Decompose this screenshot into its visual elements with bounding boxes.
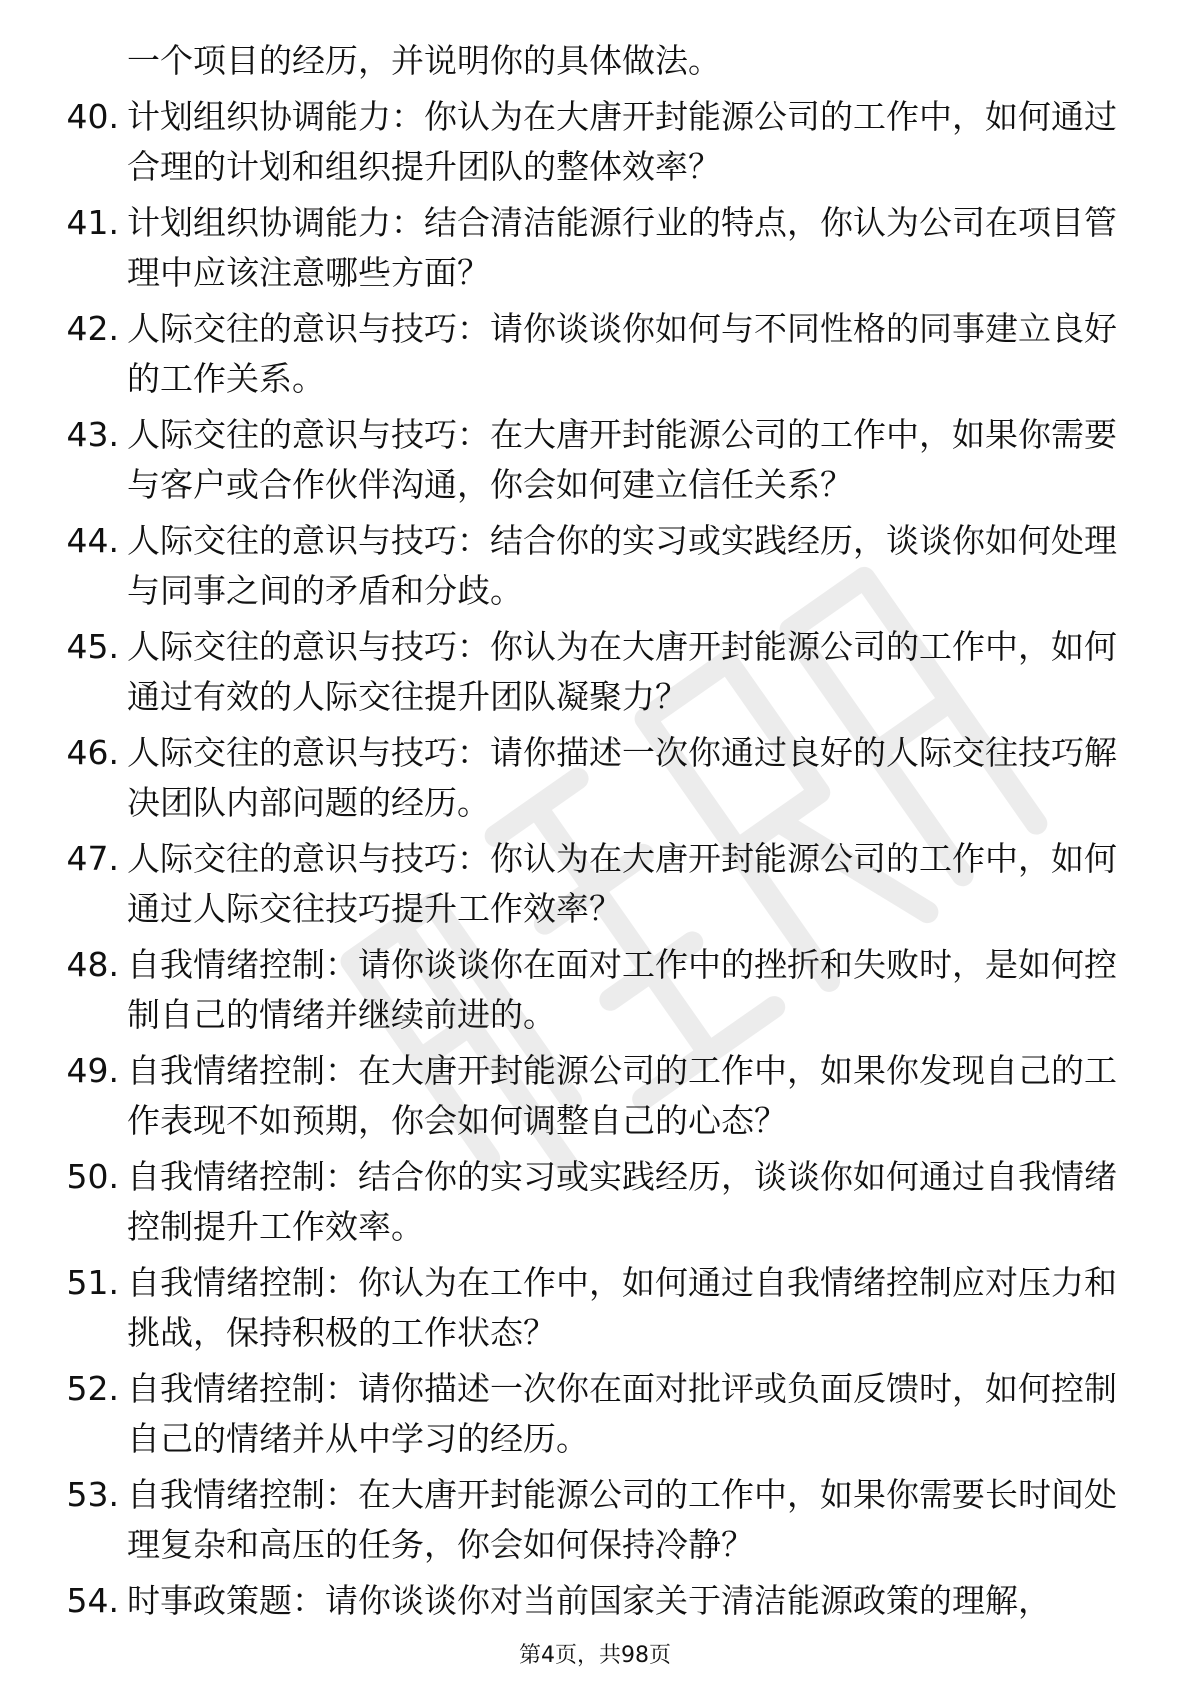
question-number: 41.: [66, 203, 119, 242]
question-number: 52.: [66, 1369, 119, 1408]
question-list: [0, 36, 1190, 1632]
question-text: 自我情绪控制：请你描述一次你在面对批评或负面反馈时，如何控制自己的情绪并从中学习的经历。: [127, 1369, 1117, 1458]
question-text: 人际交往的意识与技巧：结合你的实习或实践经历，谈谈你如何处理与同事之间的矛盾和分歧。: [127, 521, 1117, 610]
question-item: [0, 1152, 1190, 1252]
question-text: 自我情绪控制：在大唐开封能源公司的工作中，如果你发现自己的工作表现不如预期，你会如何调整自己的心态？: [127, 1051, 1117, 1140]
question-item: [0, 304, 1190, 404]
question-number: 48.: [66, 945, 119, 984]
question-item: [0, 516, 1190, 616]
question-item: [0, 834, 1190, 934]
question-number: 47.: [66, 839, 119, 878]
question-item: [0, 1470, 1190, 1570]
question-number: 43.: [66, 415, 119, 454]
question-text: 时事政策题：请你谈谈你对当前国家关于清洁能源政策的理解，: [127, 1581, 1051, 1620]
question-item: [0, 940, 1190, 1040]
question-item: [0, 728, 1190, 828]
question-item: [0, 622, 1190, 722]
question-text: 计划组织协调能力：你认为在大唐开封能源公司的工作中，如何通过合理的计划和组织提升团队的整体效率？: [127, 97, 1117, 186]
question-text: 自我情绪控制：结合你的实习或实践经历，谈谈你如何通过自我情绪控制提升工作效率。: [127, 1157, 1117, 1246]
question-number: 40.: [66, 97, 119, 136]
question-text: 自我情绪控制：你认为在工作中，如何通过自我情绪控制应对压力和挑战，保持积极的工作状态？: [127, 1263, 1117, 1352]
question-number: 42.: [66, 309, 119, 348]
question-item: [0, 1576, 1190, 1626]
question-item: [0, 92, 1190, 192]
question-text: 自我情绪控制：在大唐开封能源公司的工作中，如果你需要长时间处理复杂和高压的任务，你会如何保持冷静？: [127, 1475, 1117, 1564]
question-number: 46.: [66, 733, 119, 772]
question-number: 51.: [66, 1263, 119, 1302]
question-text: 人际交往的意识与技巧：请你描述一次你通过良好的人际交往技巧解决团队内部问题的经历。: [127, 733, 1117, 822]
question-number: 49.: [66, 1051, 119, 1090]
question-item: [0, 1364, 1190, 1464]
question-item: [0, 410, 1190, 510]
question-number: 44.: [66, 521, 119, 560]
question-text: 计划组织协调能力：结合清洁能源行业的特点，你认为公司在项目管理中应该注意哪些方面？: [127, 203, 1117, 292]
question-text: 人际交往的意识与技巧：你认为在大唐开封能源公司的工作中，如何通过有效的人际交往提升团队凝聚力？: [127, 627, 1117, 716]
question-item: [0, 1046, 1190, 1146]
question-text: 人际交往的意识与技巧：你认为在大唐开封能源公司的工作中，如何通过人际交往技巧提升工作效率？: [127, 839, 1117, 928]
question-number: 45.: [66, 627, 119, 666]
question-number: 50.: [66, 1157, 119, 1196]
question-number: 54.: [66, 1581, 119, 1620]
question-text: 自我情绪控制：请你谈谈你在面对工作中的挫折和失败时，是如何控制自己的情绪并继续前进的。: [127, 945, 1117, 1034]
question-item: [0, 1258, 1190, 1358]
continuation-text: 一个项目的经历，并说明你的具体做法。: [127, 41, 721, 80]
question-text: 人际交往的意识与技巧：请你谈谈你如何与不同性格的同事建立良好的工作关系。: [127, 309, 1117, 398]
question-number: 53.: [66, 1475, 119, 1514]
page-footer: 第4页，共98页: [519, 1643, 671, 1668]
question-item: [0, 198, 1190, 298]
question-text: 人际交往的意识与技巧：在大唐开封能源公司的工作中，如果你需要与客户或合作伙伴沟通，你会如何建立信任关系？: [127, 415, 1117, 504]
